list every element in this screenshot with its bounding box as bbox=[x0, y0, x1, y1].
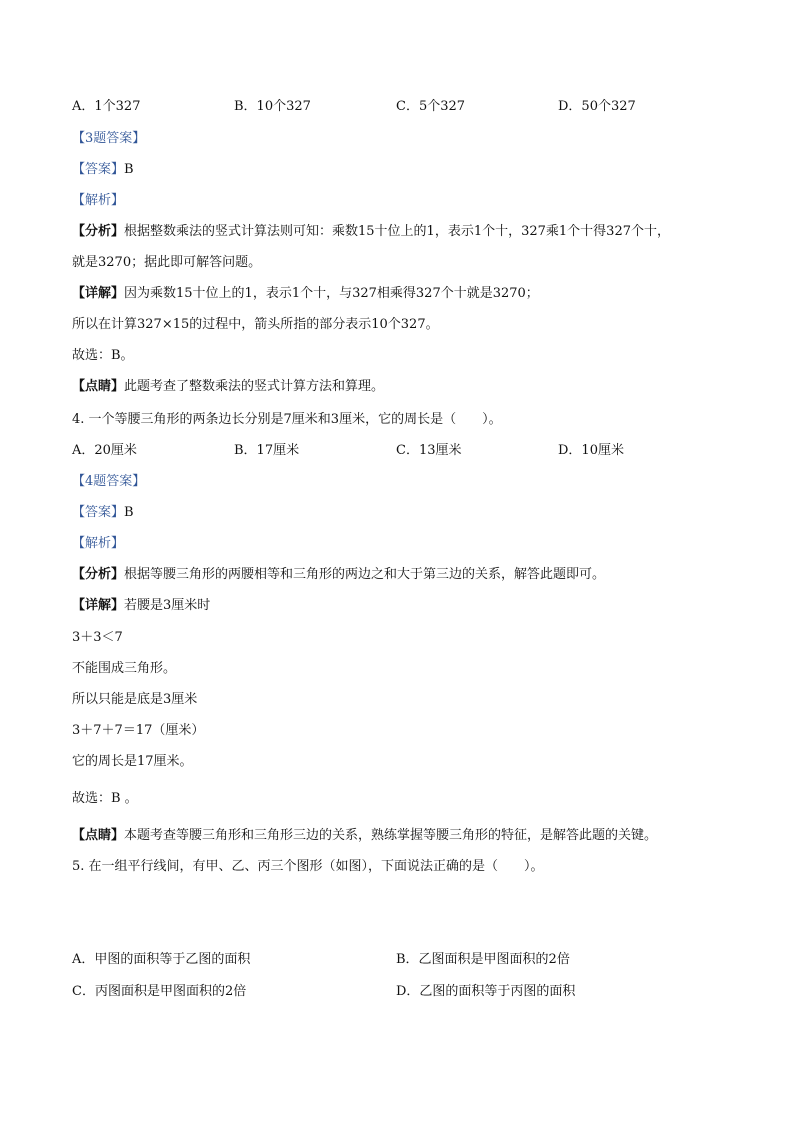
q4-dianjing bbox=[72, 827, 657, 845]
xiangjie-text: 若腰是3厘米时 bbox=[124, 598, 211, 613]
q4-option-b: B．17厘米 bbox=[234, 443, 300, 458]
q5-option-b: B．乙图面积是甲图面积的2倍 bbox=[396, 952, 570, 967]
answer-value: B bbox=[124, 162, 134, 177]
q3-xiangjie-line2: 所以在计算327×15的过程中，箭头所指的部分表示10个327。 bbox=[72, 317, 439, 332]
q4-analysis-header: 【解析】 bbox=[72, 536, 125, 551]
q3-option-a: A．1个327 bbox=[72, 99, 141, 114]
q4-step-1: 3＋3＜7 bbox=[72, 630, 123, 645]
answer-label: 【答案】 bbox=[72, 505, 125, 520]
fenxi-label: 【分析】 bbox=[72, 224, 125, 239]
answer-label: 【答案】 bbox=[72, 162, 125, 177]
q4-step-2: 不能围成三角形。 bbox=[72, 661, 177, 676]
q4-answer-row bbox=[72, 504, 134, 522]
q4-step-3: 所以只能是底是3厘米 bbox=[72, 692, 198, 707]
q4-question: 4. 一个等腰三角形的两条边长分别是7厘米和3厘米，它的周长是（ ）。 bbox=[72, 412, 502, 427]
q4-step-5: 它的周长是17厘米。 bbox=[72, 754, 193, 769]
q3-option-c: C．5个327 bbox=[396, 99, 466, 114]
q5-option-c: C．丙图面积是甲图面积的2倍 bbox=[72, 984, 247, 999]
q4-answer-header: 【4题答案】 bbox=[72, 474, 146, 489]
dianjing-label: 【点睛】 bbox=[72, 379, 125, 394]
q5-question: 5. 在一组平行线间，有甲、乙、丙三个图形（如图），下面说法正确的是（ ）。 bbox=[72, 859, 544, 874]
q3-answer-header: 【3题答案】 bbox=[72, 131, 146, 146]
q4-fenxi bbox=[72, 566, 605, 584]
q4-step-4: 3＋7＋7＝17（厘米） bbox=[72, 723, 205, 738]
q3-dianjing bbox=[72, 378, 384, 396]
q4-choose: 故选：B 。 bbox=[72, 791, 138, 806]
dianjing-text: 本题考查等腰三角形和三角形三边的关系，熟练掌握等腰三角形的特征，是解答此题的关键。 bbox=[124, 828, 658, 843]
q3-option-b: B．10个327 bbox=[234, 99, 311, 114]
q4-option-d: D．10厘米 bbox=[558, 443, 624, 458]
q3-option-d: D．50个327 bbox=[558, 99, 636, 114]
answer-value: B bbox=[124, 505, 134, 520]
q5-option-a: A．甲图的面积等于乙图的面积 bbox=[72, 952, 251, 967]
q4-xiangjie bbox=[72, 597, 210, 615]
q3-analysis-header: 【解析】 bbox=[72, 193, 125, 208]
fenxi-text: 根据等腰三角形的两腰相等和三角形的两边之和大于第三边的关系，解答此题即可。 bbox=[124, 567, 606, 582]
xiangjie-label: 【详解】 bbox=[72, 286, 125, 301]
xiangjie-label: 【详解】 bbox=[72, 598, 125, 613]
dianjing-text: 此题考查了整数乘法的竖式计算方法和算理。 bbox=[124, 379, 385, 394]
q4-option-c: C．13厘米 bbox=[396, 443, 462, 458]
q3-choose: 故选：B。 bbox=[72, 348, 134, 363]
fenxi-text: 根据整数乘法的竖式计算法则可知：乘数15十位上的1，表示1个十，327乘1个十得327个十， bbox=[124, 224, 670, 239]
q3-answer-row bbox=[72, 161, 134, 179]
q4-option-a: A．20厘米 bbox=[72, 443, 137, 458]
q3-xiangjie-line1 bbox=[72, 285, 539, 303]
q3-fenxi-line1 bbox=[72, 223, 670, 241]
xiangjie-text: 因为乘数15十位上的1，表示1个十，与327相乘得327个十就是3270； bbox=[124, 286, 539, 301]
q3-fenxi-line2: 就是3270；据此即可解答问题。 bbox=[72, 255, 262, 270]
fenxi-label: 【分析】 bbox=[72, 567, 125, 582]
dianjing-label: 【点睛】 bbox=[72, 828, 125, 843]
q5-option-d: D．乙图的面积等于丙图的面积 bbox=[396, 984, 576, 999]
